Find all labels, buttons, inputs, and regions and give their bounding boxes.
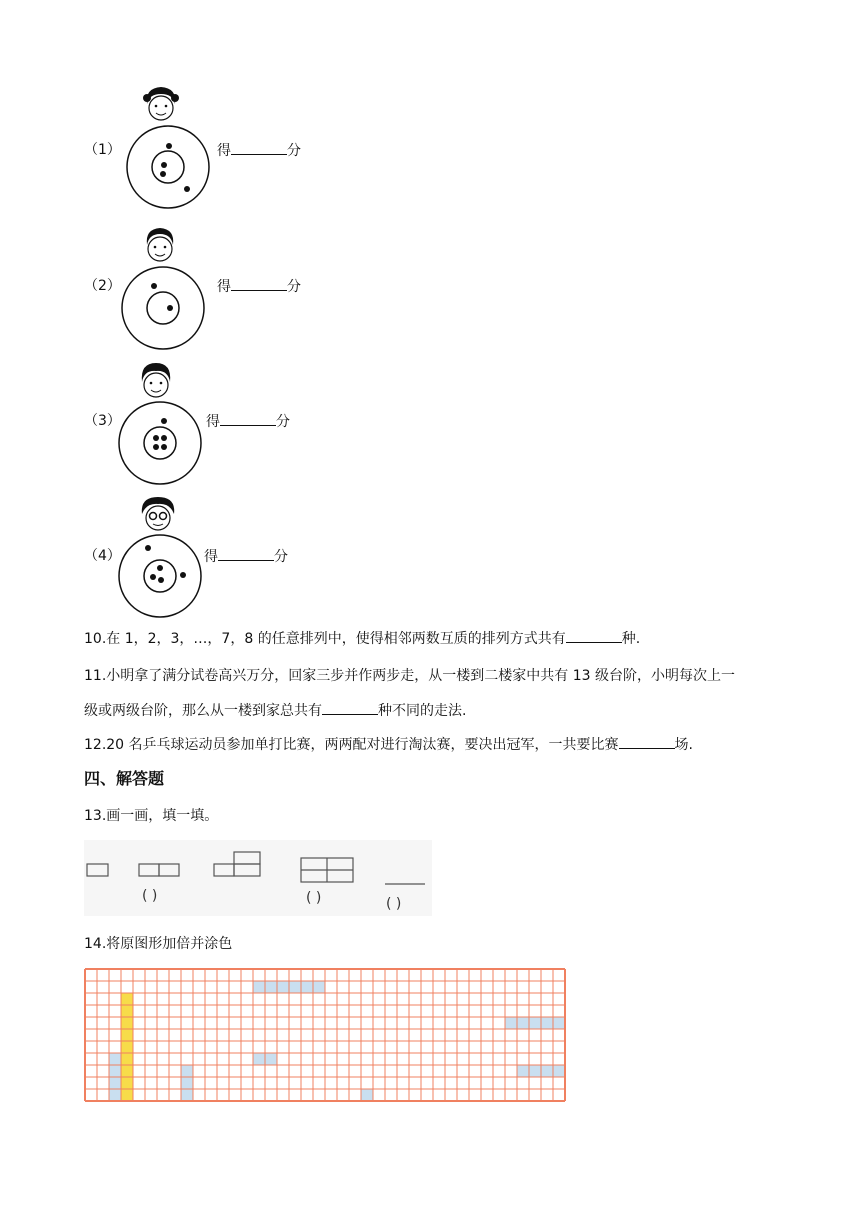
question-11-line-2: 级或两级台阶，那么从一楼到家总共有 种不同的走法. [84,700,466,721]
shaded-cell [553,1017,565,1029]
target-4-score: 得 分 [204,546,288,567]
answer-blank[interactable] [566,628,622,643]
answer-blank[interactable] [231,276,287,291]
shaded-cell [517,1017,529,1029]
answer-blank-1[interactable]: ( ) [142,888,158,904]
shaded-cell [109,1053,121,1065]
shaded-cell [121,1017,133,1029]
shaded-cell [121,1041,133,1053]
shaded-cell [121,1005,133,1017]
shaded-cell [361,1089,373,1101]
shaded-cell [277,981,289,993]
target-1-score: 得 分 [217,140,301,161]
shaded-cell [541,1065,553,1077]
shaded-cell [121,1077,133,1089]
question-11-line-1: 11.小明拿了满分试卷高兴万分，回家三步并作两步走，从一楼到二楼家中共有 13 级台阶，小明每次上一 [84,668,735,684]
shaded-cell [253,1053,265,1065]
answer-blank[interactable] [619,734,675,749]
face-glasses-icon [138,494,178,538]
shaded-cell [121,993,133,1005]
shaded-cell [529,1017,541,1029]
target-2-score: 得 分 [217,276,301,297]
shaded-cell [121,1065,133,1077]
question-10: 10.在 1，2，3，…，7，8 的任意排列中，使得相邻两数互质的排列方式共有 种. [84,628,640,649]
shaded-cells [84,968,85,969]
face-boy-icon [138,360,174,404]
target-1 [125,124,211,210]
shaded-cell [181,1065,193,1077]
target-3 [117,400,203,486]
shaded-cell [541,1017,553,1029]
shaded-cell [253,981,265,993]
answer-blank[interactable] [218,546,274,561]
shaded-cell [313,981,325,993]
shaded-cell [553,1065,565,1077]
shaded-cell [529,1065,541,1077]
shaded-cell [121,1029,133,1041]
target-2 [120,265,206,351]
target-4-number: （4） [84,548,121,564]
shaded-cell [517,1065,529,1077]
answer-blank-2[interactable]: ( ) [306,890,322,906]
answer-blank-3[interactable]: ( ) [386,896,402,912]
shaded-cell [121,1089,133,1101]
shaded-cell [121,1053,133,1065]
shaded-cell [505,1017,517,1029]
shaded-cell [109,1065,121,1077]
answer-blank[interactable] [231,140,287,155]
target-3-score: 得 分 [206,411,290,432]
shaded-cell [181,1089,193,1101]
q14-grid [84,968,570,1112]
target-3-number: （3） [84,413,121,429]
face-boy-icon [142,225,178,269]
target-1-number: （1） [84,142,121,158]
target-4 [117,533,203,619]
shaded-cell [181,1077,193,1089]
q13-figure [84,840,432,916]
shaded-cell [109,1077,121,1089]
shaded-cell [265,1053,277,1065]
target-2-number: （2） [84,278,121,294]
face-girl-icon [143,84,179,128]
shaded-cell [289,981,301,993]
shaded-cell [265,981,277,993]
shaded-cell [301,981,313,993]
shaded-cell [109,1089,121,1101]
question-13: 13.画一画，填一填。 [84,808,219,824]
section-title: 四、解答题 [84,769,165,788]
question-14: 14.将原图形加倍并涂色 [84,936,233,952]
question-12: 12.20 名乒乓球运动员参加单打比赛，两两配对进行淘汰赛，要决出冠军，一共要比赛 场. [84,734,693,755]
answer-blank[interactable] [322,700,378,715]
answer-blank[interactable] [220,411,276,426]
